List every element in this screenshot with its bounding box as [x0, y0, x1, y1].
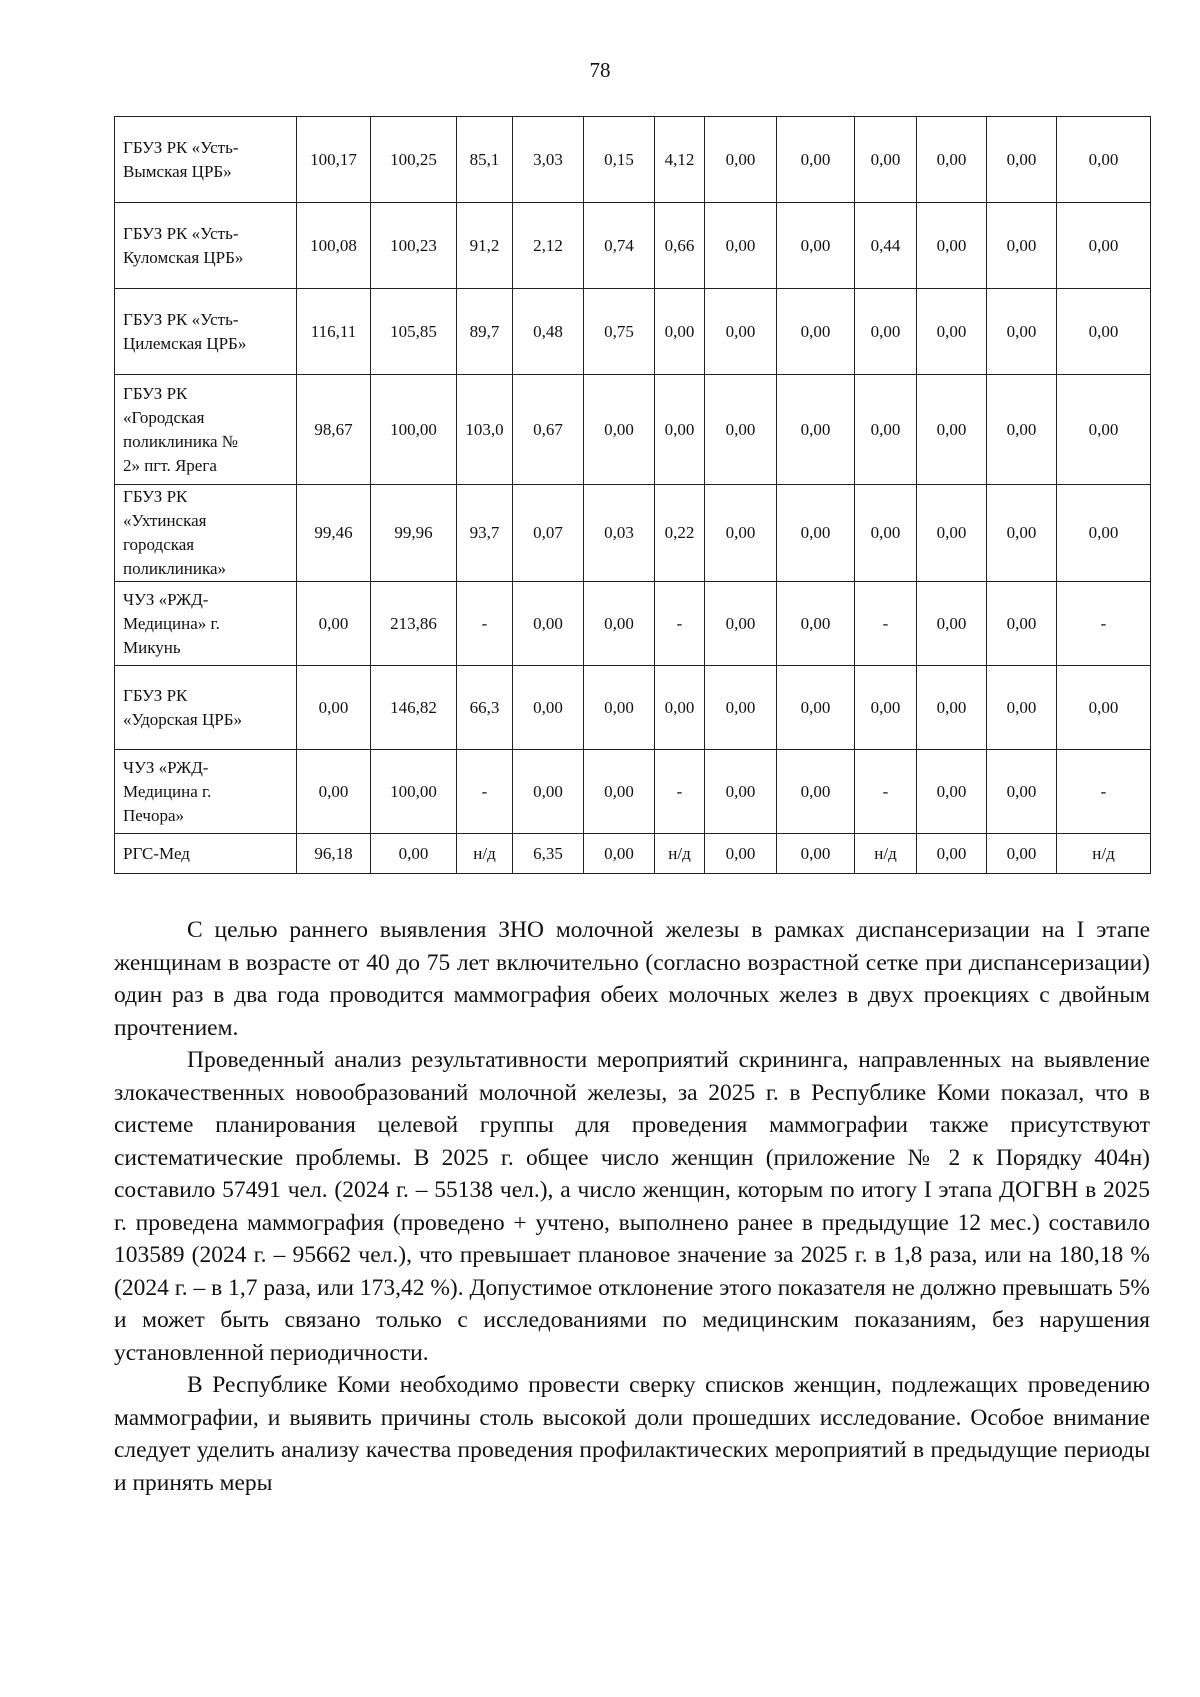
institution-name-line: Микунь	[123, 637, 181, 657]
value-cell: н/д	[855, 834, 917, 874]
table-row	[115, 375, 1151, 485]
institution-name-cell	[115, 485, 297, 582]
value-cell: 0,00	[705, 750, 777, 834]
value-cell: 0,00	[705, 582, 777, 666]
table-row	[115, 485, 1151, 582]
table-row	[115, 834, 1151, 874]
value-cell: 0,00	[987, 582, 1057, 666]
value-cell: 0,00	[777, 203, 855, 289]
value-cell: 6,35	[513, 834, 584, 874]
value-cell: -	[655, 750, 705, 834]
value-cell: 0,00	[855, 485, 917, 582]
value-cell: 0,00	[584, 834, 655, 874]
value-cell: 0,00	[371, 834, 457, 874]
page-number: 78	[589, 58, 611, 82]
value-cell: 4,12	[655, 117, 705, 203]
value-cell: 0,75	[584, 289, 655, 375]
value-cell: 0,00	[705, 485, 777, 582]
value-cell: -	[855, 582, 917, 666]
value-cell: 0,00	[655, 289, 705, 375]
institution-name-line: РГС-Мед	[123, 843, 190, 863]
value-cell: 213,86	[371, 582, 457, 666]
institution-name-line: ГБУЗ РК	[123, 487, 188, 506]
paragraph: Проведенный анализ результативности мероприятий скрининга, направленных на выявление злокачественных новообразований молочной железы, за 2025 г. в Республике Коми показал, что в системе планирования целевой группы для проведения маммографии также присутствуют систематические проблемы. В 2025 г. общее число женщин (приложение № 2 к Порядку 404н) составило 57491 чел. (2024 г. – 55138 чел.), а число женщин, которым по итогу I этапа ДОГВН в 2025 г. проведена маммография (проведено + учтено, выполнено ранее в предыдущие 12 мес.) составило 103589 (2024 г. – 95662 чел.), что превышает плановое значение за 2025 г. в 1,8 раза, или на 180,18 % (2024 г. – в 1,7 раза, или 173,42 %). Допустимое отклонение этого показателя не должно превышать 5% и может быть связано только с исследованиями по медицинским показаниям, без нарушения установленной периодичности.	[114, 1047, 1150, 1366]
value-cell: 0,00	[855, 666, 917, 750]
value-cell: 0,44	[855, 203, 917, 289]
institution-name-line: ГБУЗ РК «Усть-	[123, 309, 239, 329]
value-cell: 0,00	[1057, 666, 1151, 750]
value-cell: 0,00	[705, 117, 777, 203]
institution-name-line: Вымская ЦРБ»	[123, 161, 232, 181]
value-cell: 0,00	[917, 117, 987, 203]
value-cell: 0,00	[855, 375, 917, 485]
value-cell: 0,00	[705, 203, 777, 289]
value-cell: 93,7	[457, 485, 513, 582]
institution-name-line: ГБУЗ РК «Усть-	[123, 137, 239, 157]
value-cell: н/д	[655, 834, 705, 874]
institution-name-line: ГБУЗ РК	[123, 383, 188, 403]
value-cell: -	[855, 750, 917, 834]
value-cell: 0,00	[987, 834, 1057, 874]
value-cell: 89,7	[457, 289, 513, 375]
institution-name-line: Медицина» г.	[123, 613, 220, 633]
institution-name-line: «Ухтинская	[123, 511, 207, 530]
value-cell: н/д	[457, 834, 513, 874]
value-cell: 0,00	[987, 203, 1057, 289]
institution-name-cell	[115, 666, 297, 750]
value-cell: 98,67	[297, 375, 371, 485]
institution-name-line: Куломская ЦРБ»	[123, 247, 244, 267]
value-cell: 0,07	[513, 485, 584, 582]
value-cell: 0,00	[297, 666, 371, 750]
value-cell: 0,00	[855, 117, 917, 203]
institution-name-cell	[115, 375, 297, 485]
value-cell: 0,22	[655, 485, 705, 582]
value-cell: 116,11	[297, 289, 371, 375]
value-cell: 2,12	[513, 203, 584, 289]
value-cell: 0,67	[513, 375, 584, 485]
value-cell: 0,00	[777, 117, 855, 203]
value-cell: 0,00	[987, 485, 1057, 582]
value-cell: 0,00	[1057, 117, 1151, 203]
value-cell: 0,00	[1057, 203, 1151, 289]
value-cell: 0,00	[705, 666, 777, 750]
table-row	[115, 750, 1151, 834]
institution-name-line: «Удорская ЦРБ»	[123, 709, 242, 729]
value-cell: 100,17	[297, 117, 371, 203]
value-cell: 0,03	[584, 485, 655, 582]
institution-name-line: поликлиника»	[123, 559, 227, 578]
body-text	[114, 914, 1150, 1499]
value-cell: -	[1057, 750, 1151, 834]
paragraph: С целью раннего выявления ЗНО молочной железы в рамках диспансеризации на I этапе женщинам в возрасте от 40 до 75 лет включительно (согласно возрастной сетке при диспансеризации) один раз в два года проводится маммография обеих молочных желез в двух проекциях с двойным прочтением.	[114, 917, 1150, 1041]
value-cell: 0,00	[917, 666, 987, 750]
results-table	[114, 116, 1151, 874]
institution-name-cell	[115, 203, 297, 289]
value-cell: 0,00	[705, 375, 777, 485]
table-row	[115, 289, 1151, 375]
institution-name-line: ГБУЗ РК «Усть-	[123, 223, 239, 243]
value-cell: 0,00	[917, 485, 987, 582]
value-cell: 0,00	[917, 750, 987, 834]
institution-name-line: городская	[123, 535, 195, 554]
value-cell: 0,00	[584, 666, 655, 750]
paragraph: В Республике Коми необходимо провести сверку списков женщин, подлежащих проведению маммографии, и выявить причины столь высокой доли прошедших исследование. Особое внимание следует уделить анализу качества проведения профилактических мероприятий в предыдущие периоды и принять меры	[114, 1372, 1150, 1496]
value-cell: 0,00	[917, 203, 987, 289]
institution-name-line: ЧУЗ «РЖД-	[123, 589, 209, 609]
value-cell: 0,00	[987, 289, 1057, 375]
institution-name-cell	[115, 582, 297, 666]
value-cell: 0,00	[777, 485, 855, 582]
value-cell: 0,00	[917, 375, 987, 485]
value-cell: 99,46	[297, 485, 371, 582]
value-cell: 0,00	[987, 117, 1057, 203]
value-cell: 0,00	[917, 582, 987, 666]
institution-name-line: ГБУЗ РК	[123, 685, 188, 705]
value-cell: -	[457, 582, 513, 666]
value-cell: 0,74	[584, 203, 655, 289]
value-cell: 0,00	[584, 582, 655, 666]
value-cell: 103,0	[457, 375, 513, 485]
institution-name-cell	[115, 750, 297, 834]
table-row	[115, 582, 1151, 666]
value-cell: 0,00	[855, 289, 917, 375]
value-cell: 0,00	[917, 834, 987, 874]
institution-name-line: Цилемская ЦРБ»	[123, 333, 247, 353]
value-cell: 0,00	[584, 750, 655, 834]
value-cell: 100,25	[371, 117, 457, 203]
value-cell: 99,96	[371, 485, 457, 582]
value-cell: 100,00	[371, 750, 457, 834]
value-cell: 85,1	[457, 117, 513, 203]
institution-name-line: поликлиника №	[123, 431, 239, 451]
institution-name-line: ЧУЗ «РЖД-	[123, 757, 209, 777]
value-cell: 66,3	[457, 666, 513, 750]
value-cell: 0,00	[1057, 375, 1151, 485]
institution-name-cell	[115, 834, 297, 874]
value-cell: 0,00	[777, 666, 855, 750]
value-cell: 91,2	[457, 203, 513, 289]
value-cell: 0,00	[1057, 289, 1151, 375]
institution-name-cell	[115, 117, 297, 203]
institution-name-line: Печора»	[123, 805, 184, 825]
value-cell: 100,23	[371, 203, 457, 289]
value-cell: 0,00	[513, 666, 584, 750]
table-row	[115, 666, 1151, 750]
value-cell: 0,66	[655, 203, 705, 289]
value-cell: 0,00	[987, 750, 1057, 834]
value-cell: 0,00	[917, 289, 987, 375]
value-cell: 0,00	[777, 750, 855, 834]
institution-name-cell	[115, 289, 297, 375]
value-cell: 0,00	[777, 375, 855, 485]
value-cell: 3,03	[513, 117, 584, 203]
value-cell: 0,00	[705, 834, 777, 874]
value-cell: 0,00	[655, 375, 705, 485]
value-cell: 105,85	[371, 289, 457, 375]
institution-name-line: Медицина г.	[123, 781, 212, 801]
value-cell: 0,00	[705, 289, 777, 375]
value-cell: 0,00	[513, 750, 584, 834]
value-cell: 0,00	[513, 582, 584, 666]
value-cell: 0,15	[584, 117, 655, 203]
value-cell: 0,00	[777, 582, 855, 666]
value-cell: 0,00	[584, 375, 655, 485]
value-cell: -	[457, 750, 513, 834]
value-cell: 0,00	[297, 582, 371, 666]
value-cell: 0,00	[297, 750, 371, 834]
value-cell: 0,00	[655, 666, 705, 750]
value-cell: 0,00	[987, 375, 1057, 485]
value-cell: 0,00	[987, 666, 1057, 750]
table-row	[115, 203, 1151, 289]
institution-name-line: «Городская	[123, 407, 205, 427]
value-cell: 0,00	[1057, 485, 1151, 582]
value-cell: -	[655, 582, 705, 666]
table-row	[115, 117, 1151, 203]
value-cell: н/д	[1057, 834, 1151, 874]
value-cell: 146,82	[371, 666, 457, 750]
institution-name-line: 2» пгт. Ярега	[123, 455, 217, 475]
value-cell: 0,00	[777, 289, 855, 375]
value-cell: 0,00	[777, 834, 855, 874]
value-cell: 100,00	[371, 375, 457, 485]
value-cell: 100,08	[297, 203, 371, 289]
value-cell: -	[1057, 582, 1151, 666]
value-cell: 0,48	[513, 289, 584, 375]
value-cell: 96,18	[297, 834, 371, 874]
